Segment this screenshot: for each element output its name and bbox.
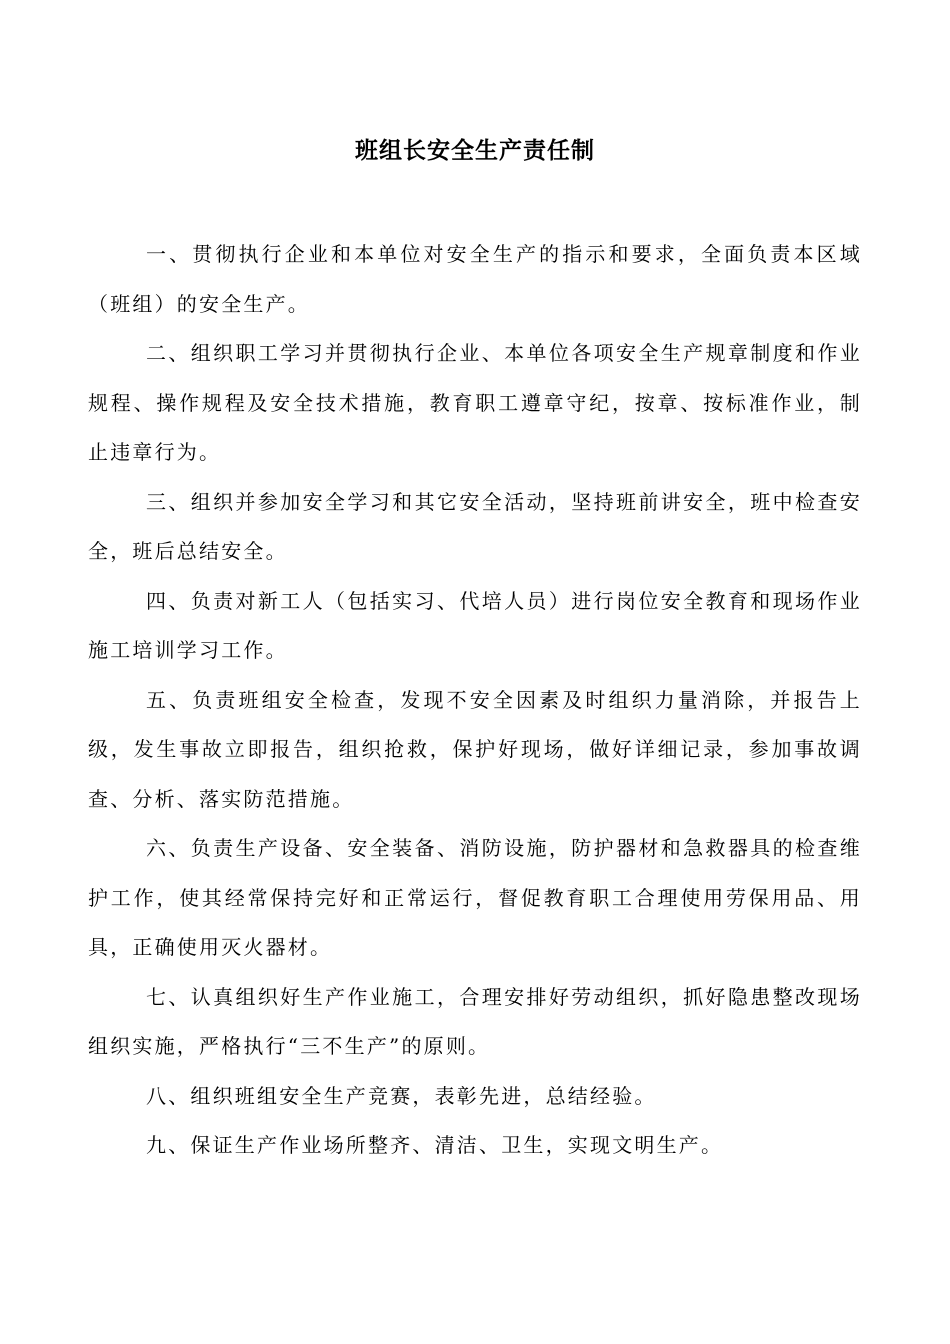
clause-3: 三、组织并参加安全学习和其它安全活动，坚持班前讲安全，班中检查安全，班后总结安全。 [88, 489, 862, 563]
clause-4: 四、负责对新工人（包括实习、代培人员）进行岗位安全教育和现场作业施工培训学习工作。 [88, 588, 862, 662]
clause-7: 七、认真组织好生产作业施工，合理安排好劳动组织，抓好隐患整改现场组织实施，严格执行“三不生产”的原则。 [88, 984, 862, 1058]
clause-1: 一、贯彻执行企业和本单位对安全生产的指示和要求，全面负责本区域（班组）的安全生产。 [88, 242, 862, 316]
clause-8: 八、组织班组安全生产竞赛，表彰先进，总结经验。 [146, 1083, 657, 1108]
document-body [88, 230, 862, 1171]
document-title: 班组长安全生产责任制 [355, 137, 595, 164]
clause-6: 六、负责生产设备、安全装备、消防设施，防护器材和急救器具的检查维护工作，使其经常保持完好和正常运行，督促教育职工合理使用劳保用品、用具，正确使用灭火器材。 [88, 836, 862, 959]
clause-2: 二、组织职工学习并贯彻执行企业、本单位各项安全生产规章制度和作业规程、操作规程及安全技术措施，教育职工遵章守纪，按章、按标准作业，制止违章行为。 [88, 341, 862, 464]
clause-9: 九、保证生产作业场所整齐、清洁、卫生，实现文明生产。 [146, 1133, 724, 1157]
clause-5: 五、负责班组安全检查，发现不安全因素及时组织力量消除，并报告上级，发生事故立即报告，组织抢救，保护好现场，做好详细记录，参加事故调查、分析、落实防范措施。 [88, 687, 862, 811]
